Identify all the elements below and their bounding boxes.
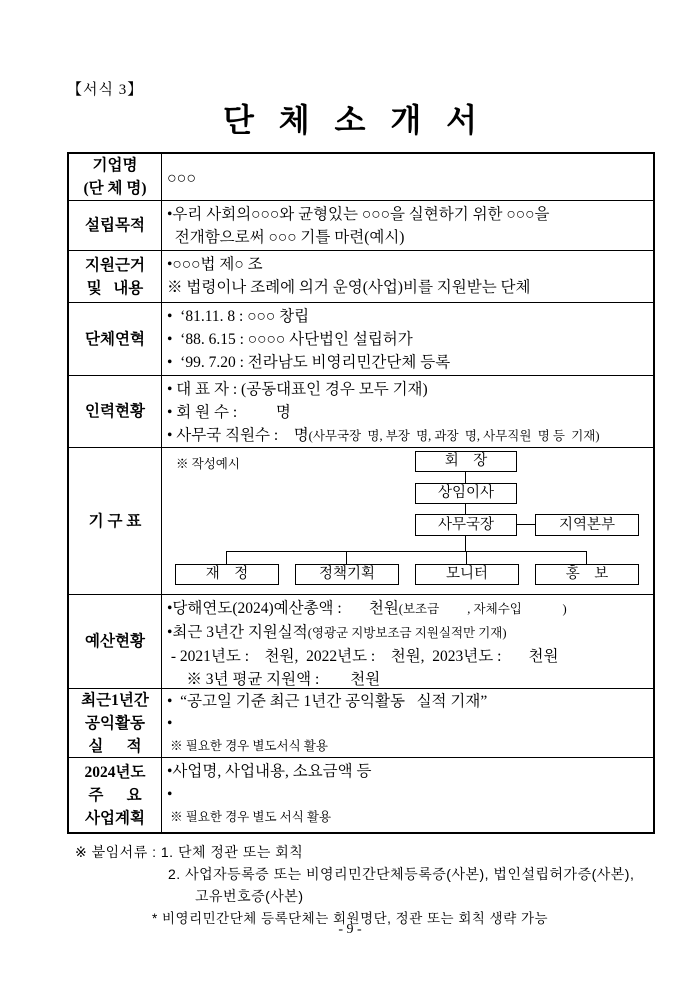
org-chart — [162, 448, 653, 594]
business-plan-line: • — [167, 786, 173, 803]
org-box-standing-director: 상임이사 — [415, 483, 517, 504]
public-activity-line: • “공고일 기준 최근 1년간 공익활동 실적 기재” — [167, 693, 488, 710]
org-connector — [466, 551, 467, 564]
support-basis-line: ※ 법령이나 조례에 의거 운영(사업)비를 지원받는 단체 — [167, 279, 531, 296]
table-row-purpose — [69, 200, 653, 250]
org-connector — [465, 534, 466, 551]
business-plan-line: •사업명, 사업내용, 소요금액 등 — [167, 763, 372, 780]
table-row-org-chart — [69, 447, 653, 594]
table-row-support-basis — [69, 250, 653, 302]
budget-line: ※ 3년 평균 지원액 : 천원 — [167, 671, 381, 688]
org-box-dept-finance: 재 정 — [175, 564, 279, 585]
row-label-purpose: 설립목적 — [69, 201, 162, 250]
budget-detail-note: (보조금 , 자체수입 ) — [398, 602, 567, 616]
org-connector — [515, 524, 535, 525]
footnote-exemption: * 비영리민간단체 등록단체는 회원명단, 정관 또는 회칙 생략 가능 — [152, 911, 549, 926]
form-number-label: 【서식 3】 — [67, 82, 144, 98]
row-content-history — [162, 303, 653, 375]
row-content-org-name — [162, 154, 653, 200]
personnel-line: • 대 표 자 : (공동대표인 경우 모두 기재) — [167, 381, 428, 398]
org-box-dept-pr: 홍 보 — [535, 564, 639, 585]
row-content-org-chart — [162, 448, 653, 594]
org-connector — [226, 551, 227, 564]
row-content-budget — [162, 595, 653, 688]
history-line: • ‘88. 6.15 : ○○○○ 사단법인 설립허가 — [167, 331, 413, 348]
table-row-org-name — [69, 154, 653, 200]
budget-line: •최근 3년간 지원실적(영광군 지방보조금 지원실적만 기재) — [167, 624, 507, 641]
org-connector — [586, 551, 587, 564]
row-label-business-plan: 2024년도 주 요 사업계획 — [69, 758, 162, 832]
footnote-attachments-3: 고유번호증(사본) — [195, 888, 304, 904]
org-box-dept-policy: 정책기획 — [295, 564, 399, 585]
org-box-chairman: 회 장 — [415, 451, 517, 472]
row-label-personnel: 인력현황 — [69, 376, 162, 447]
page-title: 단 체 소 개 서 — [222, 102, 486, 138]
row-content-business-plan — [162, 758, 653, 832]
public-activity-line: • — [167, 715, 173, 732]
row-label-org-name: 기업명 (단 체 명) — [69, 154, 162, 200]
personnel-line: • 회 원 수 : 명 — [167, 404, 291, 421]
table-row-history — [69, 302, 653, 375]
budget-scope-note: (영광군 지방보조금 지원실적만 기재) — [307, 626, 507, 640]
organization-intro-table — [67, 152, 655, 834]
row-content-purpose — [162, 201, 653, 250]
public-activity-note: ※ 필요한 경우 별도서식 활용 — [167, 739, 328, 753]
row-content-public-activity — [162, 689, 653, 757]
footnote-attachments-1: ※ 붙임서류 : 1. 단체 정관 또는 회칙 — [75, 844, 304, 860]
support-basis-line: •○○○법 제○ 조 — [167, 256, 263, 273]
history-line: • ‘81.11. 8 : ○○○ 창립 — [167, 308, 310, 325]
org-name-value: ○○○ — [167, 169, 196, 187]
org-connector — [226, 551, 587, 552]
purpose-line: 전개함으로써 ○○○ 기틀 마련(예시) — [167, 229, 405, 246]
row-content-support-basis — [162, 251, 653, 302]
table-row-budget — [69, 594, 653, 688]
row-label-budget: 예산현황 — [69, 595, 162, 688]
footnote-attachments-2: 2. 사업자등록증 또는 비영리민간단체등록증(사본), 법인설립허가증(사본), — [168, 866, 635, 882]
budget-line: - 2021년도 : 천원, 2022년도 : 천원, 2023년도 : 천원 — [167, 648, 559, 665]
row-label-history: 단체연혁 — [69, 303, 162, 375]
row-label-org-chart: 기 구 표 — [69, 448, 162, 594]
org-box-regional-hq: 지역본부 — [535, 514, 639, 536]
budget-line: •당해연도(2024)예산총액 : 천원(보조금 , 자체수입 ) — [167, 600, 567, 617]
business-plan-note: ※ 필요한 경우 별도 서식 활용 — [167, 810, 332, 824]
row-label-support-basis: 지원근거 및 내용 — [69, 251, 162, 302]
row-label-public-activity: 최근1년간 공익활동 실 적 — [69, 689, 162, 757]
personnel-detail-note: (사무국장 명, 부장 명, 과장 명, 사무직원 명 등 기재) — [308, 429, 600, 443]
org-box-dept-monitor: 모니터 — [415, 564, 519, 585]
history-line: • ‘99. 7.20 : 전라남도 비영리민간단체 등록 — [167, 354, 451, 371]
purpose-line: •우리 사회의○○○와 균형있는 ○○○을 실현하기 위한 ○○○을 — [167, 206, 550, 223]
table-row-personnel — [69, 375, 653, 447]
personnel-line: • 사무국 직원수 : 명(사무국장 명, 부장 명, 과장 명, 사무직원 명 등 기재) — [167, 427, 600, 444]
org-box-secretary-general: 사무국장 — [415, 514, 517, 536]
row-content-personnel — [162, 376, 653, 447]
page-number: - 9 - — [338, 922, 362, 937]
table-row-public-activity — [69, 688, 653, 757]
table-row-business-plan — [69, 757, 653, 832]
org-connector — [346, 551, 347, 564]
org-chart-example-note: ※ 작성예시 — [176, 457, 240, 471]
